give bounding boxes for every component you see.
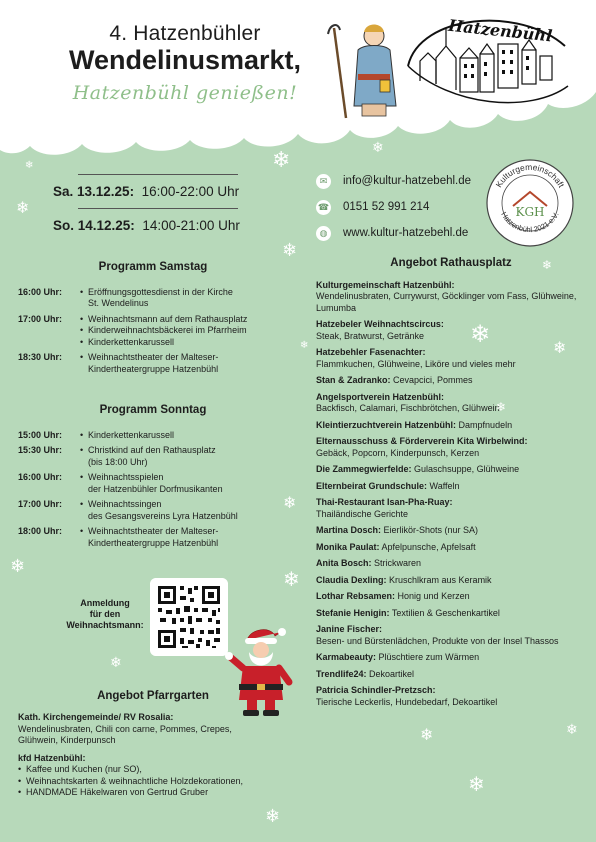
vendor-entry — [316, 347, 586, 370]
contact-email-row — [316, 168, 471, 194]
registration-qr-code[interactable] — [150, 578, 228, 656]
vendor-name: Stefanie Henigin: — [316, 607, 390, 618]
vendor-entry — [316, 481, 586, 493]
seal-bottom-text: Hatzenbühl 2021 e.V. — [499, 210, 561, 235]
vendor-description: Dampfnudeln — [458, 419, 513, 430]
contact-web[interactable]: www.kultur-hatzebehl.de — [343, 227, 469, 239]
vendor-entry — [316, 575, 586, 587]
program-item: • Weihnachtsmann auf dem Rathausplatz — [80, 314, 288, 326]
pfarrgarten-list-item: • HANDMADE Häkelwaren von Gertrud Gruber — [18, 787, 298, 799]
hatzenbuehl-logo — [320, 6, 570, 124]
snowflake-icon: ❄ — [372, 140, 384, 156]
globe-icon: ◍ — [316, 226, 331, 241]
date-time: 16:00-22:00 Uhr — [141, 184, 240, 199]
vendor-description: Flammkuchen, Glühweine, Liköre und vieles mehr — [316, 358, 516, 369]
vendor-name: Janine Fischer: — [316, 624, 383, 634]
vendor-list — [316, 280, 586, 709]
vendor-description: Gebäck, Popcorn, Kinderpunsch, Kerzen — [316, 447, 480, 458]
snowflake-icon: ❄ — [110, 655, 122, 671]
registration-line: Weihnachtsmann: — [66, 620, 144, 630]
program-time: 17:00 Uhr: — [18, 313, 63, 324]
program-items — [80, 314, 288, 349]
vendor-entry — [316, 464, 586, 476]
seal-top-text: Kulturgemeinschaft — [493, 161, 567, 190]
vendor-entry — [316, 652, 586, 664]
snowflake-icon: ❄ — [10, 556, 26, 577]
program-item: • Kinderkettenkarussell — [80, 337, 288, 349]
vendor-entry — [316, 420, 586, 432]
contact-web-row — [316, 220, 471, 246]
program-saturday-title: Programm Samstag — [98, 261, 208, 273]
vendor-name: Claudia Dexling: — [316, 574, 387, 585]
snowflake-icon: ❄ — [25, 160, 34, 171]
program-sunday-list — [18, 430, 288, 550]
vendor-description: Eierlikör-Shots (nur SA) — [383, 525, 479, 535]
vendor-description: Strickwaren — [374, 558, 422, 568]
event-edition: 4. Hatzenbühler — [109, 22, 261, 45]
vendor-description: Tierische Leckerlis, Hundebedarf, Dekoartikel — [316, 696, 498, 707]
snowflake-icon: ❄ — [265, 806, 281, 827]
program-items — [80, 445, 288, 468]
program-item: • Christkind auf den Rathausplatz — [80, 445, 288, 457]
snowflake-icon: ❄ — [542, 258, 553, 272]
vendor-name: Monika Paulat: — [316, 541, 380, 552]
program-sunday — [18, 405, 288, 553]
program-row — [18, 314, 288, 349]
snowflake-icon: ❄ — [283, 567, 300, 591]
mail-icon: ✉ — [316, 174, 331, 189]
vendor-entry — [316, 436, 586, 459]
program-item: (bis 18:00 Uhr) — [88, 456, 148, 467]
program-time: 15:00 Uhr: — [18, 429, 63, 440]
program-row — [18, 472, 288, 495]
registration-line: Anmeldung — [80, 598, 130, 608]
program-row — [18, 352, 288, 375]
vendor-entry — [316, 280, 586, 315]
program-row — [18, 287, 288, 310]
contact-email[interactable]: info@kultur-hatzebehl.de — [343, 175, 472, 187]
program-row — [18, 430, 288, 442]
vendor-name: Hatzebeler Weihnachtscircus: — [316, 319, 444, 329]
snowflake-icon: ❄ — [300, 340, 309, 351]
vendor-name: Die Zammegwierfelde: — [316, 464, 412, 474]
date-rule-middle — [78, 208, 238, 209]
saint-figure — [328, 25, 396, 119]
vendor-entry — [316, 669, 586, 681]
pfarrgarten-org-name: Kath. Kirchengemeinde/ RV Rosalia: — [18, 712, 174, 722]
rathausplatz-title: Angebot Rathausplatz — [390, 257, 512, 269]
vendor-entry — [316, 392, 586, 415]
program-time: 16:00 Uhr: — [18, 286, 63, 297]
vendor-description: Waffeln — [429, 480, 460, 491]
vendor-name: Patricia Schindler-Pretzsch: — [316, 685, 436, 695]
date-day: So. 14.12.25: — [53, 218, 135, 233]
pfarrgarten-org-desc: Wendelinusbraten, Chili con carne, Pommes, Crepes, — [18, 723, 232, 734]
program-saturday-list — [18, 287, 288, 376]
program-item: des Gesangsvereins Lyra Hatzenbühl — [88, 510, 238, 521]
registration-line: für den — [89, 609, 121, 619]
santa-registration-label — [50, 598, 160, 631]
program-row — [18, 526, 288, 549]
program-items — [80, 430, 288, 442]
program-items — [80, 352, 288, 375]
program-item: • Weihnachtsspielen — [80, 472, 288, 484]
vendor-description: Apfelpunsche, Apfelsaft — [381, 541, 476, 552]
program-items — [80, 499, 288, 522]
program-saturday — [18, 262, 288, 379]
snowflake-icon: ❄ — [553, 338, 567, 357]
vendor-description: Kruschlkram aus Keramik — [389, 574, 492, 585]
pfarrgarten-list-item: • Kaffee und Kuchen (nur SO), — [18, 764, 298, 776]
vendor-description: Cevapcici, Pommes — [393, 375, 473, 385]
pfarrgarten-list-item: • Weihnachtskarten & weihnachtliche Holzdekorationen, — [18, 776, 298, 788]
program-sunday-title: Programm Sonntag — [99, 404, 207, 416]
snowflake-icon: ❄ — [468, 772, 485, 796]
program-item: Kindertheatergruppe Hatzenbühl — [88, 537, 219, 548]
program-row — [18, 499, 288, 522]
snowflake-icon: ❄ — [272, 148, 291, 173]
snowflake-icon: ❄ — [420, 725, 434, 744]
vendor-name: Martina Dosch: — [316, 525, 382, 535]
program-items — [80, 526, 288, 549]
market-dates — [48, 174, 268, 242]
program-item: der Hatzenbühler Dorfmusikanten — [88, 483, 223, 494]
pfarrgarten-title: Angebot Pfarrgarten — [97, 690, 209, 702]
vendor-entry — [316, 542, 586, 554]
vendor-name: Trendlife24: — [316, 668, 367, 679]
contact-phone[interactable]: 0151 52 991 214 — [343, 201, 430, 213]
program-item: • Eröffnungsgottesdienst in der Kirche — [80, 287, 288, 299]
vendor-description: Honig und Kerzen — [397, 591, 470, 601]
program-items — [80, 472, 288, 495]
program-time: 18:30 Uhr: — [18, 352, 63, 362]
program-item: • Weihnachtstheater der Malteser- — [80, 526, 288, 538]
vendor-description: Thailändische Gerichte — [316, 508, 409, 519]
program-time: 15:30 Uhr: — [18, 445, 63, 455]
contact-block — [316, 168, 471, 246]
vendor-name: Lothar Rebsamen: — [316, 591, 396, 601]
vendor-entry — [316, 497, 586, 520]
vendor-entry — [316, 375, 586, 387]
kulturgemeinschaft-seal — [485, 158, 575, 248]
event-name: Wendelinusmarkt, — [68, 45, 302, 75]
program-item: • Kinderweihnachtsbäckerei im Pfarrheim — [80, 325, 288, 337]
vendor-name: Karmabeauty: — [316, 652, 377, 662]
event-slogan: Hatzenbühl genießen! — [72, 82, 298, 104]
vendor-name: Stan & Zadranko: — [316, 375, 391, 385]
pfarrgarten-org-name: kfd Hatzenbühl: — [18, 752, 86, 763]
seal-initials: KGH — [515, 205, 545, 219]
snowflake-icon: ❄ — [566, 722, 578, 738]
vendor-name: Thai-Restaurant Isan-Pha-Ruay: — [316, 497, 453, 507]
header-title-block — [40, 22, 330, 104]
snowflake-icon: ❄ — [282, 240, 298, 261]
vendor-entry — [316, 558, 586, 570]
vendor-description: Besen- und Bürstenlädchen, Produkte von der Insel Thassos — [316, 635, 559, 646]
date-row-saturday — [53, 184, 268, 199]
program-row — [18, 445, 288, 468]
pfarrgarten-offers — [18, 712, 298, 799]
program-item: • Weihnachtstheater der Malteser- — [80, 352, 288, 364]
program-item: Kindertheatergruppe Hatzenbühl — [88, 363, 219, 374]
date-time: 14:00-21:00 Uhr — [142, 218, 240, 233]
vendor-description: Steak, Bratwurst, Getränke — [316, 330, 425, 341]
vendor-entry — [316, 685, 586, 708]
snowflake-icon: ❄ — [496, 400, 507, 414]
logo-lettering: Hatzenbühl — [447, 15, 554, 46]
program-items — [80, 287, 288, 310]
vendor-entry — [316, 591, 586, 603]
rathausplatz-offers — [316, 258, 586, 713]
vendor-name: Kulturgemeinschaft Hatzenbühl: — [316, 279, 455, 290]
vendor-name: Kleintierzuchtverein Hatzenbühl: — [316, 419, 457, 430]
program-time: 18:00 Uhr: — [18, 526, 63, 536]
snowflake-icon: ❄ — [283, 493, 297, 512]
vendor-description: Wendelinusbraten, Currywurst, Göcklinger vom Fass, Glühweine, Lumumba — [316, 291, 577, 313]
vendor-name: Hatzebehler Fasenachter: — [316, 347, 426, 357]
vendor-entry — [316, 624, 586, 647]
vendor-entry — [316, 608, 586, 620]
program-time: 17:00 Uhr: — [18, 499, 63, 509]
vendor-name: Angelsportverein Hatzenbühl: — [316, 391, 445, 402]
program-time: 16:00 Uhr: — [18, 472, 63, 482]
vendor-description: Backfisch, Calamari, Fischbrötchen, Glühwein — [316, 403, 500, 413]
contact-phone-row — [316, 194, 471, 220]
program-item: • Kinderkettenkarussell — [80, 430, 288, 442]
snowflake-icon: ❄ — [16, 198, 30, 217]
pfarrgarten-org-desc: Glühwein, Kinderpunsch — [18, 735, 116, 745]
program-item: • Weihnachtssingen — [80, 499, 288, 511]
vendor-entry — [316, 525, 586, 537]
date-rule-top — [78, 174, 238, 175]
snowflake-icon: ❄ — [470, 320, 491, 348]
vendor-description: Dekoartikel — [369, 668, 415, 679]
vendor-name: Elternausschuss & Förderverein Kita Wirbelwind: — [316, 436, 528, 446]
vendor-entry — [316, 319, 586, 342]
vendor-description: Gulaschsuppe, Glühweine — [414, 464, 520, 474]
date-day: Sa. 13.12.25: — [53, 184, 135, 199]
phone-icon: ☎ — [316, 200, 331, 215]
program-item: St. Wendelinus — [88, 298, 149, 308]
vendor-description: Plüschtiere zum Wärmen — [378, 652, 480, 662]
vendor-name: Elternbeirat Grundschule: — [316, 480, 428, 491]
date-row-sunday — [53, 218, 268, 233]
santa-claus-illustration — [225, 626, 295, 718]
vendor-name: Anita Bosch: — [316, 558, 372, 568]
vendor-description: Textilien & Geschenkartikel — [391, 607, 500, 618]
